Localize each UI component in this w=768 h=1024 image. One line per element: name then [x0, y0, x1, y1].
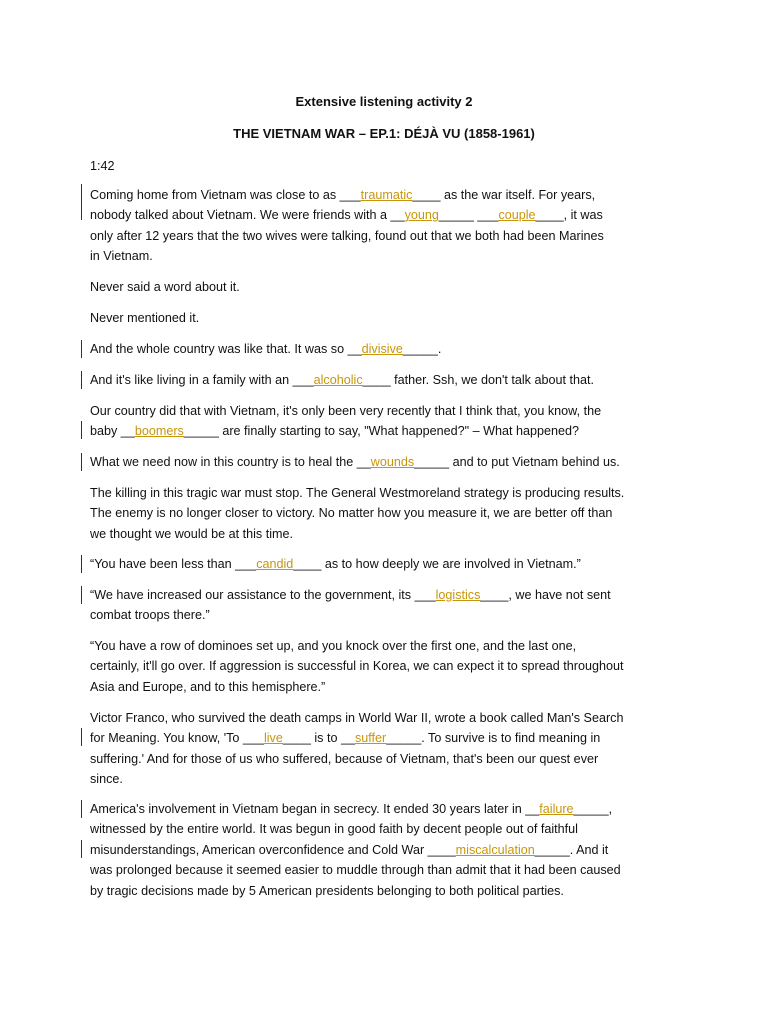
- answer-young: young: [404, 208, 439, 223]
- revision-bar: [81, 555, 82, 573]
- line: [90, 728, 690, 748]
- line: we thought we would be at this time.: [90, 526, 294, 541]
- paragraph-11: [90, 636, 690, 697]
- line: [90, 452, 690, 472]
- text: “You have been less than ___: [90, 557, 257, 571]
- answer-alcoholic: alcoholic: [313, 373, 363, 387]
- revision-bar: [81, 453, 82, 471]
- text: misunderstandings, American overconfidence and Cold War ____: [90, 842, 456, 857]
- paragraph-12: [90, 708, 690, 790]
- text: _____,: [573, 802, 613, 816]
- text: And it's like living in a family with an ___: [90, 373, 314, 387]
- answer-boomers: boomers: [134, 424, 184, 439]
- text: _____. And it: [534, 842, 609, 857]
- revision-bar: [81, 421, 82, 439]
- line: [90, 840, 690, 860]
- answer-failure: failure: [539, 802, 574, 816]
- text: “We have increased our assistance to the government, its ___: [90, 588, 436, 602]
- line: was prolonged because it seemed easier to muddle through than admit that it had been caused: [90, 863, 621, 878]
- line: Victor Franco, who survived the death camps in World War II, wrote a book called Man's Search: [90, 711, 624, 725]
- line: The killing in this tragic war must stop. The General Westmoreland strategy is producing results.: [90, 486, 625, 500]
- revision-bar: [81, 184, 82, 220]
- text: _____ and to put Vietnam behind us.: [414, 455, 620, 469]
- revision-bar: [81, 728, 82, 746]
- line: witnessed by the entire world. It was begun in good faith by decent people out of faithful: [90, 822, 578, 837]
- line: in Vietnam.: [90, 249, 153, 264]
- line: [90, 339, 690, 359]
- text: nobody talked about Vietnam. We were friends with a __: [90, 208, 405, 223]
- document-title: Extensive listening activity 2: [295, 94, 473, 109]
- answer-logistics: logistics: [435, 588, 481, 602]
- revision-bar: [81, 340, 82, 358]
- line: by tragic decisions made by 5 American presidents belonging to both political parties.: [90, 883, 564, 898]
- paragraph-2: Never said a word about it.: [90, 280, 240, 294]
- revision-bar: [81, 371, 82, 389]
- paragraph-1: [90, 185, 690, 267]
- text: Coming home from Vietnam was close to as ___: [90, 188, 361, 202]
- line: The enemy is no longer closer to victory. No matter how you measure it, we are better off than: [90, 506, 613, 521]
- timestamp: 1:42: [90, 159, 115, 173]
- text: _____.: [402, 342, 442, 356]
- text: ____ is to __: [282, 731, 355, 746]
- line: [90, 421, 690, 441]
- line: certainly, it'll go over. If aggression is successful in Korea, we can expect it to spread throughout: [90, 659, 624, 674]
- revision-bar: [81, 586, 82, 604]
- line: Our country did that with Vietnam, it's only been very recently that I think that, you know, the: [90, 404, 602, 418]
- answer-traumatic: traumatic: [360, 188, 413, 202]
- paragraph-6: [90, 401, 690, 442]
- text: _____. To survive is to find meaning in: [386, 731, 601, 746]
- revision-bar: [81, 800, 82, 818]
- paragraph-5: [90, 370, 690, 390]
- paragraph-3: Never mentioned it.: [90, 311, 200, 325]
- answer-couple: couple: [498, 208, 536, 223]
- text: ____ father. Ssh, we don't talk about that.: [362, 373, 594, 387]
- paragraph-10: [90, 585, 690, 626]
- answer-divisive: divisive: [361, 342, 403, 356]
- text: _____ ___: [438, 208, 499, 223]
- text: What we need now in this country is to heal the __: [90, 455, 371, 469]
- paragraph-13: [90, 799, 690, 901]
- document-subtitle: THE VIETNAM WAR – EP.1: DÉJÀ VU (1858-1961): [233, 126, 535, 141]
- text: ____, it was: [535, 208, 603, 223]
- text: ____ as to how deeply we are involved in Vietnam.”: [293, 557, 581, 571]
- paragraph-7: [90, 452, 690, 472]
- answer-suffer: suffer: [354, 731, 387, 746]
- line: [90, 585, 690, 605]
- line: since.: [90, 772, 123, 787]
- text: ____, we have not sent: [480, 588, 611, 602]
- text: baby __: [90, 424, 135, 439]
- line: [90, 799, 690, 819]
- line: [90, 205, 690, 225]
- line: [90, 185, 690, 205]
- line: Asia and Europe, and to this hemisphere.”: [90, 679, 326, 694]
- answer-candid: candid: [256, 557, 294, 571]
- text: America's involvement in Vietnam began in secrecy. It ended 30 years later in __: [90, 802, 540, 816]
- paragraph-4: [90, 339, 690, 359]
- answer-wounds: wounds: [370, 455, 415, 469]
- text: ____ as the war itself. For years,: [412, 188, 596, 202]
- paragraph-9: [90, 554, 690, 574]
- revision-bar: [81, 840, 82, 858]
- text: for Meaning. You know, 'To ___: [90, 731, 264, 746]
- answer-live: live: [263, 731, 283, 746]
- answer-miscalculation: miscalculation: [455, 842, 535, 857]
- line: combat troops there.”: [90, 608, 210, 623]
- paragraph-8: [90, 483, 690, 544]
- line: “You have a row of dominoes set up, and you knock over the first one, and the last one,: [90, 639, 577, 653]
- text: And the whole country was like that. It was so __: [90, 342, 362, 356]
- line: [90, 554, 690, 574]
- text: _____ are finally starting to say, "What happened?" – What happened?: [183, 424, 580, 439]
- line: suffering.' And for those of us who suffered, because of Vietnam, that's been our quest ever: [90, 751, 599, 766]
- line: [90, 370, 690, 390]
- line: only after 12 years that the two wives were talking, found out that we both had been Marines: [90, 228, 604, 243]
